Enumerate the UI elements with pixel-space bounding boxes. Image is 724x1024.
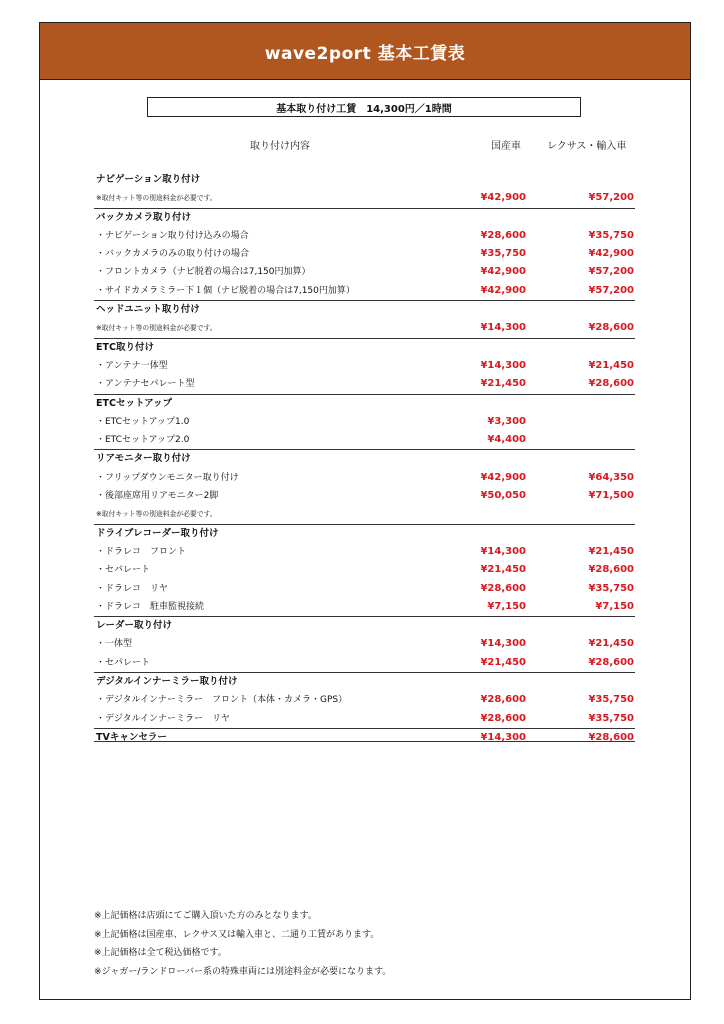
note-text: ※取付キット等の別途料金が必要です。 xyxy=(96,194,217,203)
note-row xyxy=(94,189,635,207)
category-label: レーダー取り付け xyxy=(96,620,173,632)
item-label: ・ETCセットアップ1.0 xyxy=(96,416,190,427)
import-price: ¥21,450 xyxy=(588,359,634,371)
domestic-price: ¥35,750 xyxy=(480,248,526,260)
domestic-price: ¥4,400 xyxy=(487,434,526,446)
domestic-price: ¥28,600 xyxy=(480,582,526,594)
footnote-line: ※上記価格は店頭にてご購入頂いた方のみとなります。 xyxy=(94,911,317,921)
page-title: wave2port 基本工賃表 xyxy=(264,43,466,64)
item-row xyxy=(94,469,635,487)
price-table xyxy=(94,171,635,747)
domestic-price: ¥7,150 xyxy=(487,600,526,612)
basic-fee-box: 基本取り付け工賃 14,300円／1時間 xyxy=(147,97,581,117)
footnote-line: ※上記価格は国産車、レクサス又は輸入車と、二通り工賃があります。 xyxy=(94,929,380,940)
item-row xyxy=(94,580,635,598)
category-label: ETCセットアップ xyxy=(96,397,172,409)
category-row xyxy=(94,672,635,691)
item-row xyxy=(94,710,635,728)
item-label: ・アンテナ一体型 xyxy=(96,360,168,371)
domestic-price: ¥3,300 xyxy=(487,415,526,427)
category-row xyxy=(94,300,635,319)
domestic-price: ¥28,600 xyxy=(480,229,526,241)
import-price: ¥28,600 xyxy=(588,731,634,743)
footnote-line: ※上記価格は全て税込価格です。 xyxy=(94,948,227,959)
import-price: ¥71,500 xyxy=(588,490,634,502)
item-label: ・後部座席用リアモニター2脚 xyxy=(96,491,219,502)
item-label: ・アンテナセパレート型 xyxy=(96,379,195,390)
domestic-price: ¥21,450 xyxy=(480,656,526,668)
domestic-price: ¥28,600 xyxy=(480,712,526,724)
import-price: ¥35,750 xyxy=(588,229,634,241)
domestic-price: ¥14,300 xyxy=(480,359,526,371)
item-row xyxy=(94,543,635,561)
item-label: ・一体型 xyxy=(96,639,133,650)
import-price: ¥21,450 xyxy=(588,545,634,557)
domestic-price: ¥21,450 xyxy=(480,378,526,390)
item-label: ・フロントカメラ（ナビ脱着の場合は7,150円加算） xyxy=(96,267,311,278)
item-row xyxy=(94,375,635,393)
domestic-price: ¥14,300 xyxy=(480,731,526,743)
domestic-price: ¥14,300 xyxy=(480,638,526,650)
import-price: ¥28,600 xyxy=(588,656,634,668)
item-row xyxy=(94,654,635,672)
item-row xyxy=(94,691,635,709)
table-bottom-rule xyxy=(94,741,635,742)
item-label: ・バックカメラのみの取り付けの場合 xyxy=(96,249,250,260)
import-price: ¥7,150 xyxy=(595,600,634,612)
note-row xyxy=(94,319,635,337)
import-price: ¥28,600 xyxy=(588,564,634,576)
domestic-price: ¥42,900 xyxy=(480,284,526,296)
category-label: バックカメラ取り付け xyxy=(96,211,192,223)
item-label: ・ドラレコ リヤ xyxy=(96,583,168,594)
category-row xyxy=(94,728,635,747)
category-label: デジタルインナーミラー取り付け xyxy=(96,676,238,688)
category-label: ヘッドユニット取り付け xyxy=(96,304,200,316)
category-label: リアモニター取り付け xyxy=(96,453,191,465)
domestic-price: ¥42,900 xyxy=(480,192,526,204)
item-label: ・サイドカメラミラー下１個（ナビ脱着の場合は7,150円加算） xyxy=(96,285,355,296)
item-row xyxy=(94,635,635,653)
column-header-content: 取り付け内容 xyxy=(250,141,310,152)
item-label: ・フリップダウンモニター取り付け xyxy=(96,472,239,483)
item-label: ・デジタルインナーミラー リヤ xyxy=(96,713,230,724)
category-row xyxy=(94,394,635,413)
domestic-price: ¥42,900 xyxy=(480,266,526,278)
item-row xyxy=(94,431,635,449)
column-header-domestic: 国産車 xyxy=(491,141,521,152)
note-row xyxy=(94,505,635,523)
domestic-price: ¥14,300 xyxy=(480,322,526,334)
category-label: ドライブレコーダー取り付け xyxy=(96,527,219,539)
item-label: ・ドラレコ フロント xyxy=(96,546,187,557)
column-header-import: レクサス・輸入車 xyxy=(547,141,627,152)
item-label: ・セパレート xyxy=(96,657,151,668)
domestic-price: ¥14,300 xyxy=(480,545,526,557)
category-row xyxy=(94,524,635,543)
item-label: ・ドラレコ 駐車監視接続 xyxy=(96,601,205,612)
import-price: ¥57,200 xyxy=(588,266,634,278)
category-label: ナビゲーション取り付け xyxy=(96,174,201,185)
item-row xyxy=(94,245,635,263)
item-row xyxy=(94,263,635,281)
import-price: ¥64,350 xyxy=(588,471,634,483)
item-label: ・ETCセットアップ2.0 xyxy=(96,435,190,446)
category-label: TVキャンセラー xyxy=(96,731,167,743)
footnotes xyxy=(94,907,391,981)
category-row xyxy=(94,171,635,189)
item-row xyxy=(94,598,635,616)
import-price: ¥35,750 xyxy=(588,694,634,706)
category-row xyxy=(94,616,635,635)
category-row xyxy=(94,338,635,357)
item-label: ・セパレート xyxy=(96,565,151,576)
item-row xyxy=(94,357,635,375)
item-label: ・ナビゲーション取り付け込みの場合 xyxy=(96,230,249,241)
item-row xyxy=(94,413,635,431)
import-price: ¥35,750 xyxy=(588,582,634,594)
item-label: ・デジタルインナーミラー フロント（本体・カメラ・GPS） xyxy=(96,695,348,706)
domestic-price: ¥21,450 xyxy=(480,564,526,576)
page-header xyxy=(39,22,691,80)
category-label: ETC取り付け xyxy=(96,341,154,353)
note-text: ※取付キット等の別途料金が必要です。 xyxy=(96,510,217,519)
item-row xyxy=(94,487,635,505)
domestic-price: ¥42,900 xyxy=(480,471,526,483)
domestic-price: ¥28,600 xyxy=(480,694,526,706)
domestic-price: ¥50,050 xyxy=(480,490,526,502)
import-price: ¥42,900 xyxy=(588,248,634,260)
import-price: ¥57,200 xyxy=(588,192,634,204)
category-row xyxy=(94,449,635,468)
item-row xyxy=(94,282,635,300)
import-price: ¥35,750 xyxy=(588,712,634,724)
item-row xyxy=(94,561,635,579)
import-price: ¥57,200 xyxy=(588,284,634,296)
footnote-line: ※ジャガー/ランドローバー系の特殊車両には別途料金が必要になります。 xyxy=(94,966,392,977)
note-text: ※取付キット等の別途料金が必要です。 xyxy=(96,324,217,333)
import-price: ¥28,600 xyxy=(588,378,634,390)
import-price: ¥21,450 xyxy=(588,638,634,650)
import-price: ¥28,600 xyxy=(588,322,634,334)
item-row xyxy=(94,227,635,245)
category-row xyxy=(94,208,635,227)
